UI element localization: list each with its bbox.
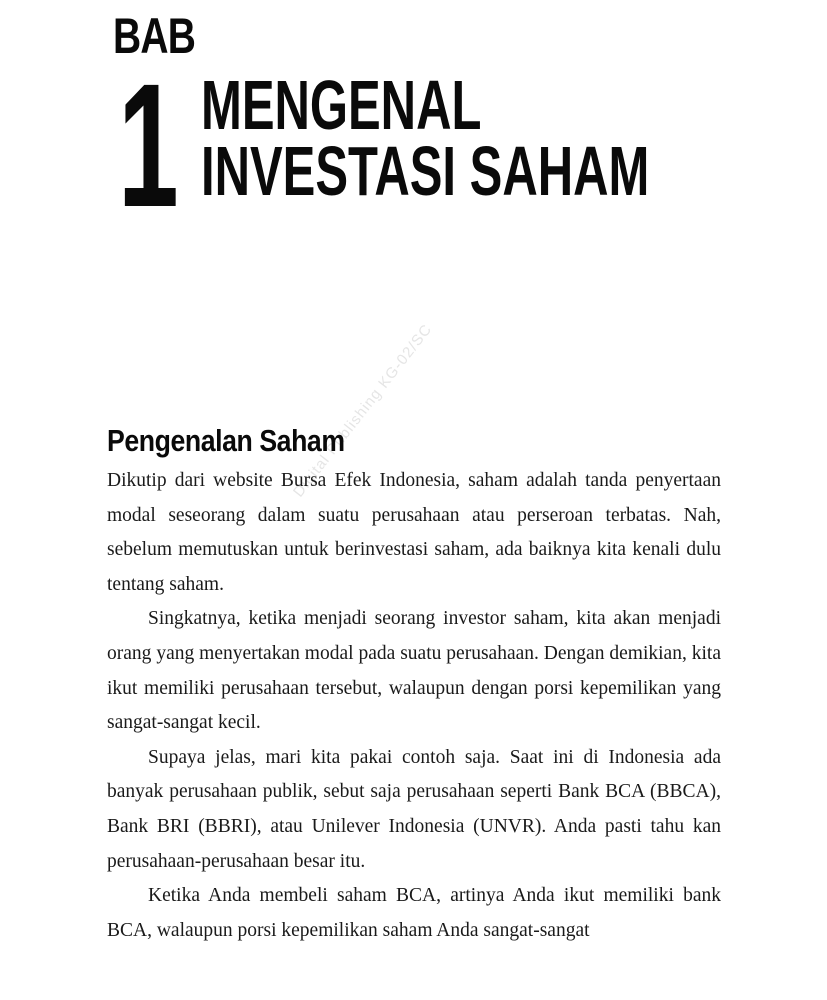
chapter-label: BAB: [113, 8, 196, 64]
watermark: Digital Publishing KG-02/SC: [290, 320, 436, 501]
chapter-number: 1: [118, 48, 179, 244]
paragraph: Singkatnya, ketika menjadi seorang investor saham, kita akan menjadi orang yang menyertakan modal pada suatu perusahaan. Dengan demikian, kita ikut memiliki perusahaan tersebut, walaupun dengan porsi kepemilikan yang sangat-sangat kecil.: [107, 608, 721, 734]
chapter-header: [0, 0, 827, 244]
section-heading: Pengenalan Saham: [107, 423, 345, 458]
section-pengenalan-saham: [107, 420, 721, 948]
chapter-title-line-2: INVESTASI SAHAM: [201, 132, 650, 210]
paragraph: Ketika Anda membeli saham BCA, artinya Anda ikut memiliki bank BCA, walaupun porsi kepemilikan saham Anda sangat-sangat: [107, 885, 721, 941]
chapter-title-line-1: MENGENAL: [201, 66, 482, 144]
paragraph: Dikutip dari website Bursa Efek Indonesia, saham adalah tanda penyertaan modal seseorang dalam suatu perusahaan atau perseroan terbatas. Nah, sebelum memutuskan untuk berinvestasi saham, ada baiknya kita kenali dulu tentang saham.: [107, 470, 721, 595]
paragraph: Supaya jelas, mari kita pakai contoh saja. Saat ini di Indonesia ada banyak perusahaan publik, sebut saja perusahaan seperti Bank BCA (BBCA), Bank BRI (BBRI), atau Unilever Indonesia (UNVR). Anda pasti tahu kan perusahaan-perusahaan besar itu.: [107, 746, 721, 872]
chapter-title: [201, 66, 650, 210]
